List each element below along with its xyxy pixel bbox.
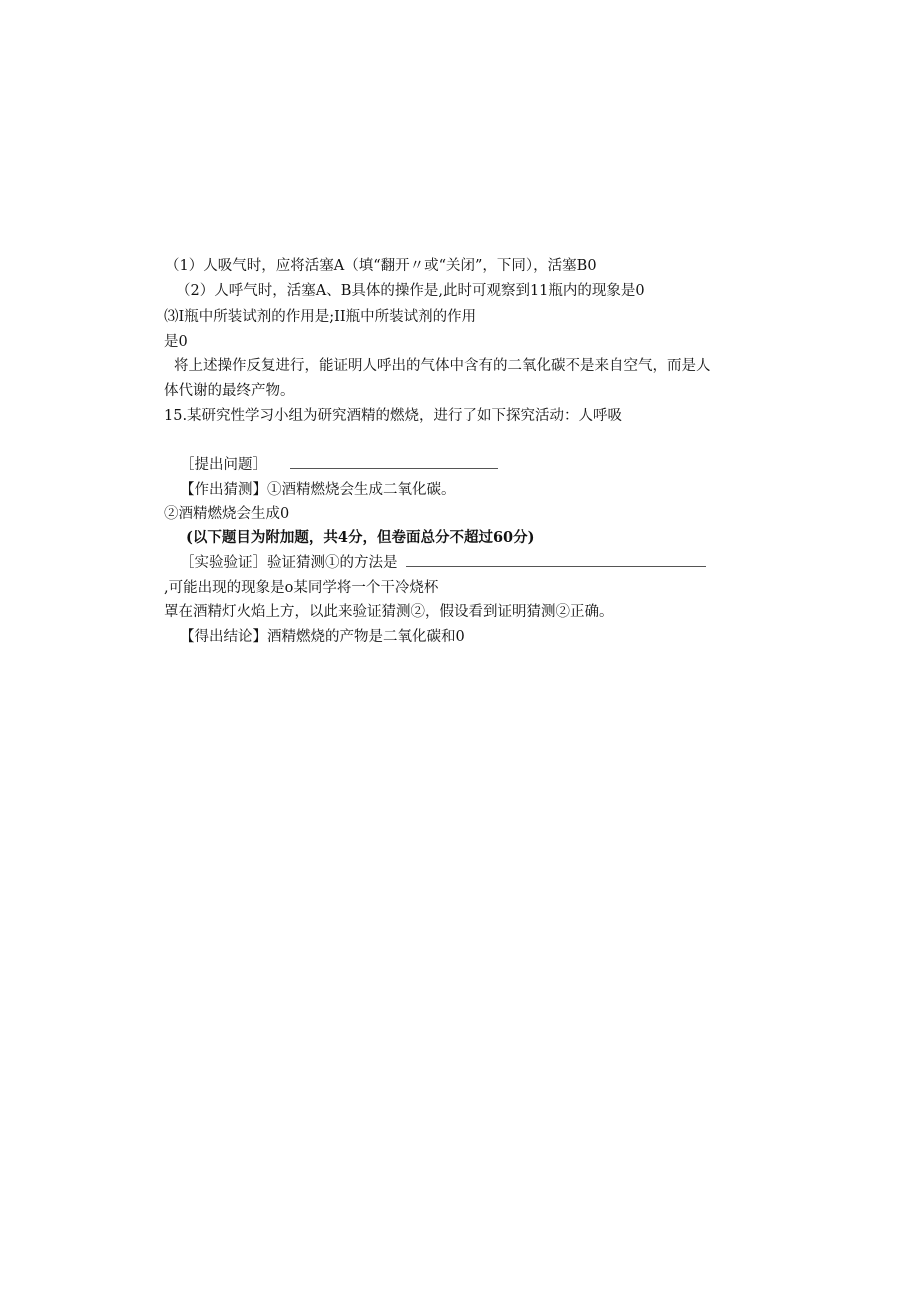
conclusion-line: 【得出结论】酒精燃烧的产物是二氧化碳和0 [180, 629, 465, 645]
bonus-note-line: (以下题目为附加题，共4分，但卷面总分不超过60分) [186, 529, 535, 546]
verify-label: ［实验验证］验证猜测①的方法是 [180, 555, 398, 571]
verify-line-b: ,可能出现的现象是o某同学将一个干冷烧杯 [164, 580, 439, 596]
question-3-line-a: ⑶I瓶中所装试剂的作用是;II瓶中所装试剂的作用 [164, 309, 477, 325]
raise-question-blank [290, 456, 498, 469]
hypothesis-1-line: 【作出猜测】①酒精燃烧会生成二氧化碳。 [180, 482, 456, 498]
hypothesis-2-line: ②酒精燃烧会生成0 [164, 506, 290, 522]
verify-line-a [180, 553, 706, 573]
question-2-line: （2）人呼气时，活塞A、B具体的操作是,此时可观察到11瓶内的现象是0 [176, 283, 645, 299]
question-3-line-b: 是0 [164, 334, 188, 350]
summary-line-a: 将上述操作反复进行，能证明人呼出的气体中含有的二氧化碳不是来自空气，而是人 [174, 358, 711, 374]
raise-question-line [180, 455, 498, 475]
raise-question-label: ［提出问题］ [180, 457, 267, 473]
summary-line-b: 体代谢的最终产物。 [164, 383, 295, 399]
verify-blank [406, 554, 706, 567]
question-15-line: 15.某研究性学习小组为研究酒精的燃烧，进行了如下探究活动：人呼吸 [164, 408, 623, 424]
verify-line-c: 罩在酒精灯火焰上方，以此来验证猜测②，假设看到证明猜测②正确。 [164, 604, 614, 620]
question-1-line: （1）人吸气时，应将活塞A（填“翻开〃或“关闭”，下同），活塞B0 [165, 258, 597, 274]
